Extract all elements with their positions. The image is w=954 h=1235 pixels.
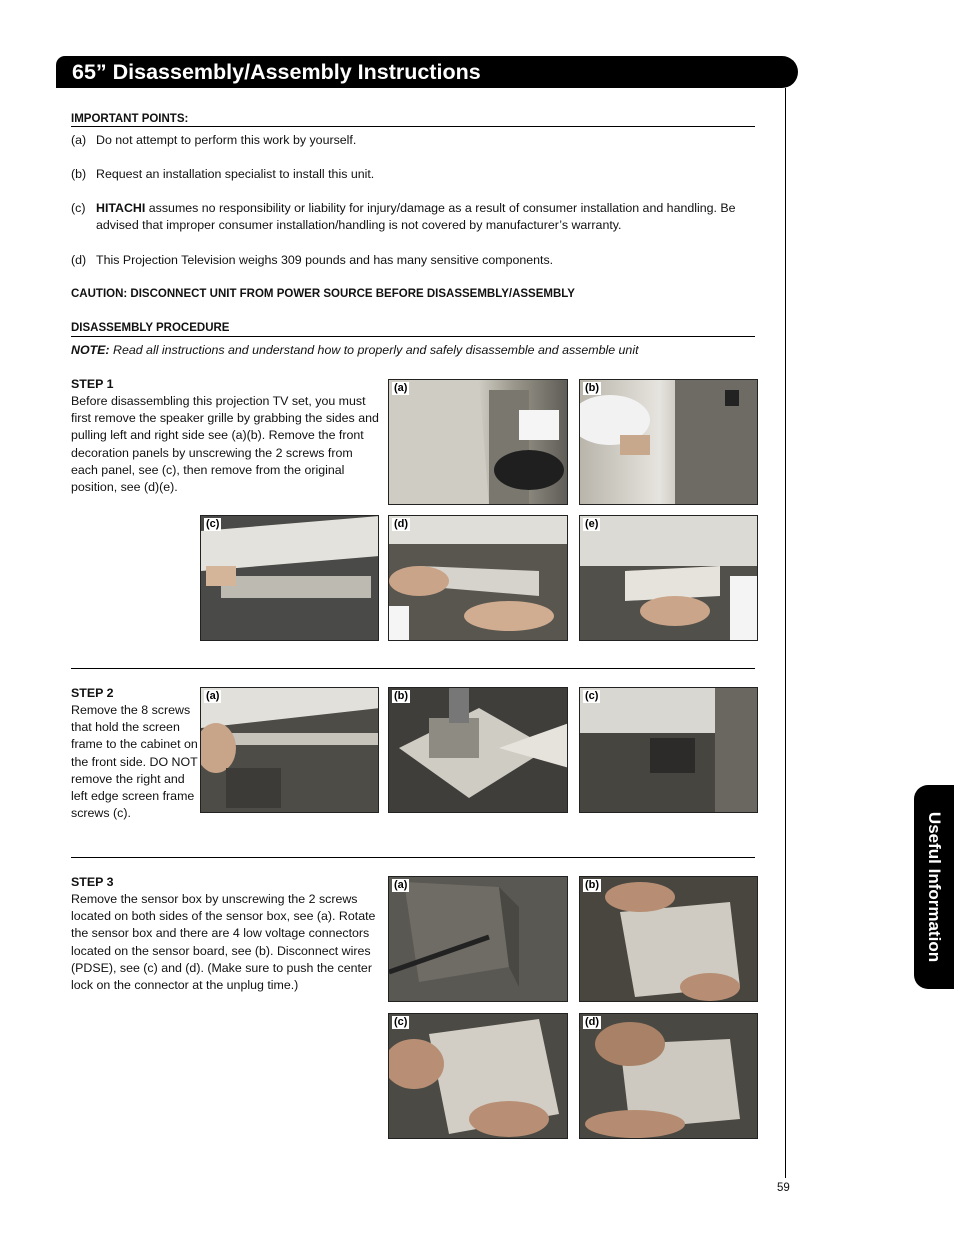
photo-label: (b) bbox=[585, 879, 600, 891]
important-rule bbox=[71, 126, 755, 127]
procedure-heading: DISASSEMBLY PROCEDURE bbox=[71, 322, 230, 334]
photo-label: (b) bbox=[585, 382, 600, 394]
step1-photo-d bbox=[388, 515, 568, 641]
important-item-c: (c) HITACHI assumes no responsibility or liability for injury/damage as a result of consumer installation and handling. Be advised that improper consumer installation/handling is not covered by manufacturer’s warranty. bbox=[71, 201, 736, 232]
procedure-note: NOTE: Read all instructions and understand how to properly and safely disassemble and assemble unit bbox=[71, 343, 639, 357]
step3-text: Remove the sensor box by unscrewing the 2 screws located on both sides of the sensor box, see (a). Rotate the sensor box and there are 4 low voltage connectors located on the sensor board, see (b). Disconnect wires (PDSE), see (c) and (d). (Make sure to push the center lock on the connector at the unplug time.) bbox=[71, 892, 376, 993]
step2-photo-b bbox=[388, 687, 568, 813]
photo-label: (c) bbox=[206, 518, 220, 530]
step1-title: STEP 1 bbox=[71, 377, 114, 391]
page-number: 59 bbox=[777, 1182, 790, 1194]
step3-photo-d bbox=[579, 1013, 758, 1139]
step1-photo-c bbox=[200, 515, 379, 641]
step3-photo-a bbox=[388, 876, 568, 1002]
important-item-b: (b) Request an installation specialist to install this unit. bbox=[71, 167, 375, 181]
photo-label: (d) bbox=[394, 518, 409, 530]
step3-photo-b bbox=[579, 876, 758, 1002]
important-item-d: (d) This Projection Television weighs 309 pounds and has many sensitive components. bbox=[71, 253, 554, 267]
photo-label: (c) bbox=[585, 690, 599, 702]
step3-title: STEP 3 bbox=[71, 875, 114, 889]
section-divider bbox=[71, 857, 755, 858]
procedure-rule bbox=[71, 336, 755, 337]
photo-label: (a) bbox=[394, 382, 408, 394]
important-item-a: (a) Do not attempt to perform this work by yourself. bbox=[71, 133, 357, 147]
margin-rule bbox=[785, 88, 786, 1178]
step1-photo-e bbox=[579, 515, 758, 641]
page-title: 65” Disassembly/Assembly Instructions bbox=[72, 60, 481, 84]
step1-photo-b bbox=[579, 379, 758, 505]
step3-photo-c bbox=[388, 1013, 568, 1139]
brand-name: HITACHI bbox=[96, 201, 146, 215]
photo-label: (a) bbox=[206, 690, 220, 702]
section-divider bbox=[71, 668, 755, 669]
photo-label: (b) bbox=[394, 690, 409, 702]
photo-label: (a) bbox=[394, 879, 408, 891]
step2-text: Remove the 8 screws that hold the screen frame to the cabinet on the front side. DO NOT remove the right and left edge screen frame screws (c). bbox=[71, 703, 198, 821]
important-heading: IMPORTANT POINTS: bbox=[71, 113, 189, 125]
caution-text: CAUTION: DISCONNECT UNIT FROM POWER SOURCE BEFORE DISASSEMBLY/ASSEMBLY bbox=[71, 288, 575, 300]
step2-photo-a bbox=[200, 687, 379, 813]
section-tab-label: Useful Information bbox=[925, 811, 944, 963]
step2-title: STEP 2 bbox=[71, 686, 114, 700]
photo-label: (e) bbox=[585, 518, 599, 530]
photo-label: (d) bbox=[585, 1016, 600, 1028]
step2-photo-c bbox=[579, 687, 758, 813]
photo-label: (c) bbox=[394, 1016, 408, 1028]
step1-photo-a bbox=[388, 379, 568, 505]
step1-text: Before disassembling this projection TV set, you must first remove the speaker grille by grabbing the sides and pulling left and right side see (a)(b). Remove the front decoration panels by unscrewing the 2 screws from each panel, see (c), then remove from the original position, see (d)(e). bbox=[71, 394, 379, 495]
